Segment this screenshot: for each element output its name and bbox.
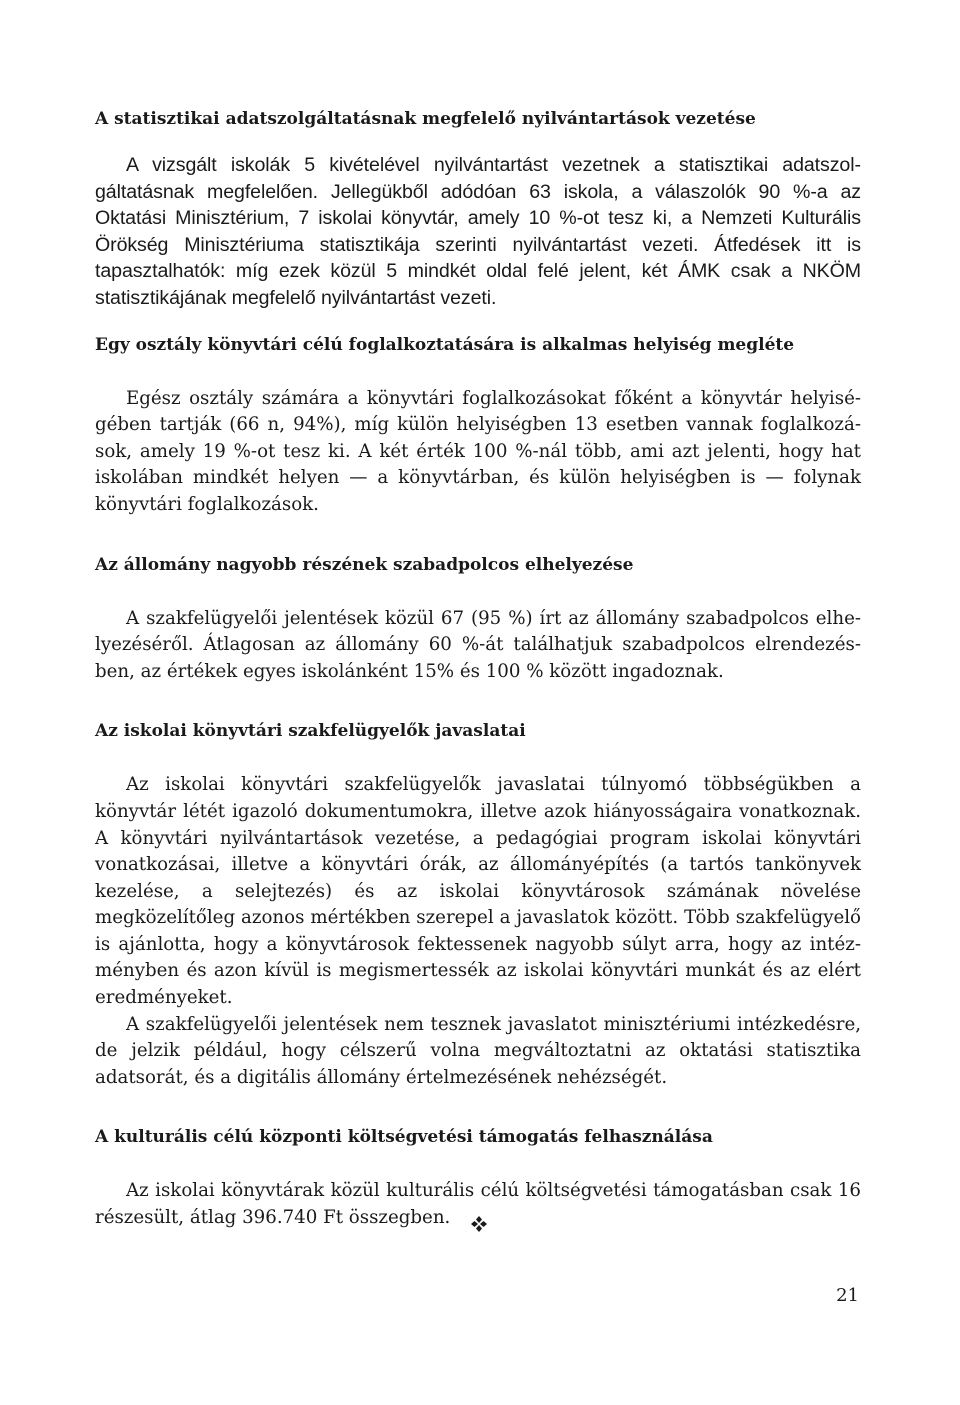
paragraph-cultural-funding: Az iskolai könyvtárak közül kulturális célú költségvetési támogatásban csak 16 részesült, átlag 396.740 Ft összegben. <box>95 1180 861 1229</box>
section-title-inspector-proposals: Az iskolai könyvtári szakfelügyelők javaslatai <box>95 721 526 742</box>
section-title-open-shelves: Az állomány nagyobb részének szabadpolcos elhelyezése <box>95 554 634 575</box>
section-title-classroom-space: Egy osztály könyvtári célú foglalkoztatására is alkalmas helyiség megléte <box>95 334 795 355</box>
section-title-statistics: A statisztikai adatszolgáltatásnak megfelelő nyilvántartások vezetése <box>95 109 756 129</box>
paragraph-classroom-space: Egész osztály számára a könyvtári foglalkozásokat főként a könyvtár helyiségében tartják (66 n, 94%), míg külön helyiségben 13 esetben vannak foglalkozások, amely 19 %-ot tesz ki. A két érték 100 %-nál több, ami azt jelenti, hogy hat iskolában mindkét helyen — a könyvtárban, és külön helyiségben is — folynak könyvtári foglalkozások. <box>95 387 861 515</box>
four-diamond-ornament-icon <box>470 1215 488 1233</box>
paragraph-statistics: A vizsgált iskolák 5 kivételével nyilvántartást vezetnek a statisztikai adatszolgáltatásnak megfelelően. Jellegükből adódóan 63 iskola, a válaszolók 90 %-a az Oktatási Minisztérium, 7 iskolai könyvtár, amely 10 %-ot tesz ki, a Nemzeti Kulturális Örökség Minisztériuma statisztikája szerinti nyilvántartást vezeti. Átfedések itt is tapasztalhatók: míg ezek közül 5 mindkét oldal felé jelent, két ÁMK csak a NKÖM statisztikájának megfelelő nyilvántartást vezeti. <box>95 154 861 309</box>
section-title-cultural-funding: A kulturális célú központi költségvetési támogatás felhasználása <box>95 1127 713 1148</box>
paragraph-inspector-proposals-1: Az iskolai könyvtári szakfelügyelők javaslatai túlnyomó többségükben a könyvtár létét igazoló dokumentumokra, illetve azok hiányosságaira vonatkoznak. A könyvtári nyilvántartások vezetése, a pedagógiai program iskolai könyvtári vonatkozásai, illetve a könyvtári órák, az állományépítés (a tartós tankönyvek kezelése, a selejtezés) és az iskolai könyvtárosok számának növelése megközelítőleg azonos mértékben szerepel a javaslatok között. Több szakfelügyelő is ajánlotta, hogy a könyvtárosok fektessenek nagyobb súlyt arra, hogy az intézményben és azon kívül is megismertessék az iskolai könyvtári munkát és az elért eredményeket. <box>95 774 861 1009</box>
page-number: 21 <box>836 1285 859 1306</box>
paragraph-inspector-proposals-2: A szakfelügyelői jelentések nem tesznek javaslatot minisztériumi intézkedésre, de jelzik például, hogy célszerű volna megváltoztatni az oktatási statisztika adatsorát, és a digitális állomány értelmezésének nehézségét. <box>95 1013 861 1088</box>
paragraph-open-shelves: A szakfelügyelői jelentések közül 67 (95 %) írt az állomány szabadpolcos elhelyezéséről. Átlagosan az állomány 60 %-át találhatjuk szabadpolcos elrendezésben, az értékek egyes iskolánként 15% és 100 % között ingadoznak. <box>95 607 861 682</box>
page-body <box>95 106 861 1232</box>
